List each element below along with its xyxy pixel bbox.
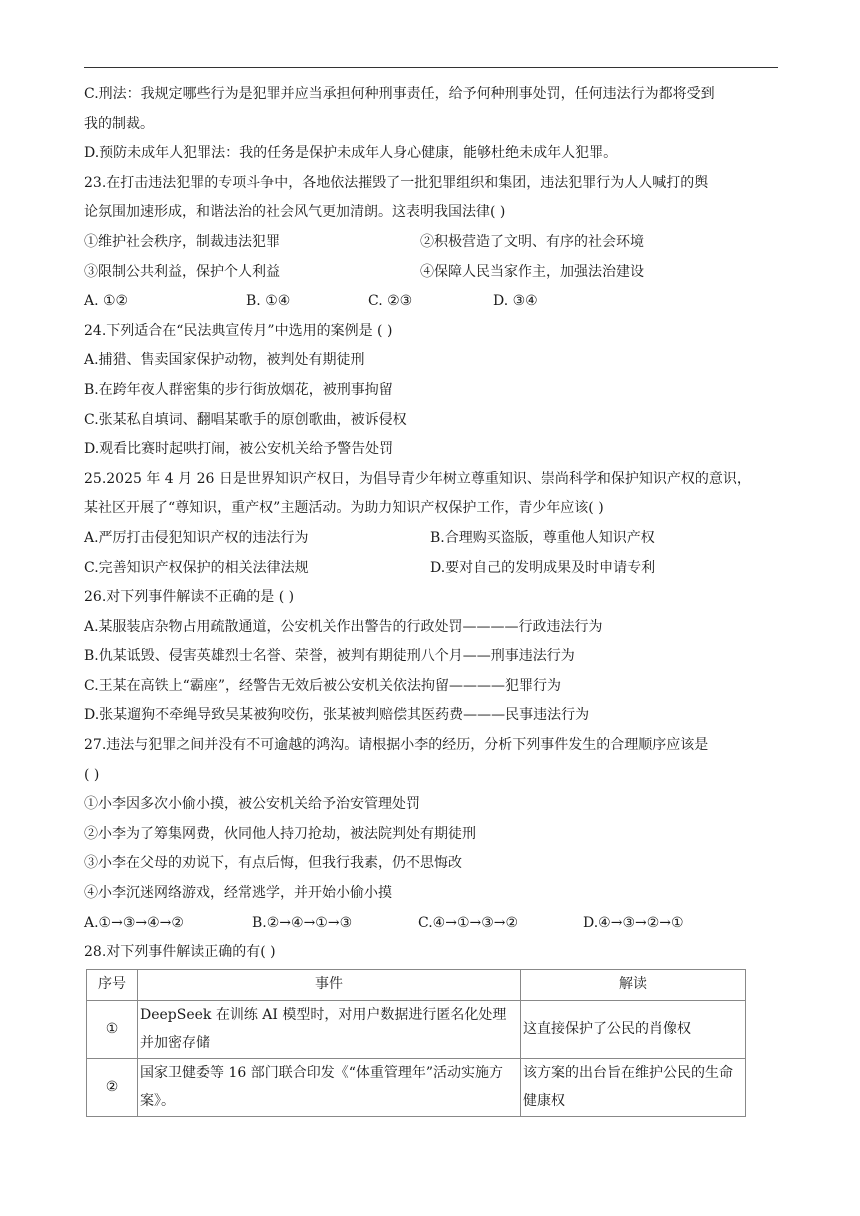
header-event: 事件	[138, 969, 521, 1000]
question-24	[84, 317, 784, 465]
option-d[interactable]: D.张某遛狗不牵绳导致吴某被狗咬伤，张某被判赔偿其医药费———民事违法行为	[84, 707, 590, 724]
event-3: ③小李在父母的劝说下，有点后悔，但我行我素，仍不思悔改	[84, 855, 462, 872]
header-reading: 解读	[521, 969, 746, 1000]
statement-3: ③限制公共利益，保护个人利益	[84, 263, 280, 280]
option-d[interactable]: D. ③④	[493, 293, 538, 310]
question-26	[84, 583, 784, 731]
statement-1: ①维护社会秩序，制裁违法犯罪	[84, 233, 280, 250]
row-number: ②	[87, 1058, 138, 1116]
table-row	[87, 1000, 746, 1058]
question-28	[84, 938, 784, 1117]
statement-2: ②积极营造了文明、有序的社会环境	[420, 233, 644, 250]
event-2: ②小李为了筹集网费，伙同他人持刀抢劫，被法院判处有期徒刑	[84, 825, 476, 842]
option-c[interactable]: C.张某私自填词、翻唱某歌手的原创歌曲，被诉侵权	[84, 411, 407, 428]
option-a[interactable]: A. ①②	[84, 293, 129, 310]
row-event: DeepSeek 在训练 AI 模型时，对用户数据进行匿名化处理并加密存储	[138, 1000, 521, 1058]
row-number: ①	[87, 1000, 138, 1058]
option-c[interactable]: C.完善知识产权保护的相关法律法规	[84, 559, 309, 576]
question-content	[84, 80, 784, 1117]
question-stem: 26.对下列事件解读不正确的是 ( )	[84, 589, 295, 606]
option-a[interactable]: A.①→③→④→②	[84, 914, 184, 931]
question-stem: 23.在打击违法犯罪的专项斗争中，各地依法摧毁了一批犯罪组织和集团，违法犯罪行为人人喊打的舆	[84, 174, 709, 191]
row-reading: 这直接保护了公民的肖像权	[521, 1000, 746, 1058]
event-4: ④小李沉迷网络游戏，经常逃学，并开始小偷小摸	[84, 885, 392, 902]
option-b[interactable]: B.②→④→①→③	[252, 914, 353, 931]
question-stem: 25.2025 年 4 月 26 日是世界知识产权日，为倡导青少年树立尊重知识、崇尚科学和保护知识产权的意识，	[84, 470, 751, 487]
text-line: 我的制裁。	[84, 115, 154, 132]
question-27	[84, 731, 784, 938]
table-row	[87, 1058, 746, 1116]
event-table	[86, 969, 746, 1117]
row-event: 国家卫健委等 16 部门联合印发《“体重管理年”活动实施方案》。	[138, 1058, 521, 1116]
text-line: C.刑法：我规定哪些行为是犯罪并应当承担何种刑事责任，给予何种刑事处罚，任何违法行为都将受到	[84, 86, 715, 102]
option-a[interactable]: A.捕猎、售卖国家保护动物，被判处有期徒刑	[84, 352, 365, 369]
question-stem: 27.违法与犯罪之间并没有不可逾越的鸿沟。请根据小李的经历，分析下列事件发生的合理顺序应该是	[84, 737, 709, 754]
question-stem: 24.下列适合在“民法典宣传月”中选用的案例是 ( )	[84, 322, 393, 339]
option-c[interactable]: C.王某在高铁上“霸座”，经警告无效后被公安机关依法拘留————犯罪行为	[84, 677, 561, 694]
event-1: ①小李因多次小偷小摸，被公安机关给予治安管理处罚	[84, 796, 420, 813]
row-reading: 该方案的出台旨在维护公民的生命健康权	[521, 1058, 746, 1116]
question-stem: 某社区开展了“尊知识，重产权”主题活动。为助力知识产权保护工作，青少年应该( )	[84, 500, 604, 517]
question-stem: 28.对下列事件解读正确的有( )	[84, 944, 276, 961]
option-b[interactable]: B.在跨年夜人群密集的步行街放烟花，被刑事拘留	[84, 381, 393, 398]
option-d[interactable]: D.观看比赛时起哄打闹，被公安机关给予警告处罚	[84, 441, 394, 458]
question-stem: ( )	[84, 766, 100, 783]
option-d[interactable]: D.要对自己的发明成果及时申请专利	[430, 559, 656, 576]
question-stem: 论氛围加速形成，和谐法治的社会风气更加清朗。这表明我国法律( )	[84, 204, 506, 221]
option-b[interactable]: B.仇某诋毁、侵害英雄烈士名誉、荣誉，被判有期徒刑八个月——刑事违法行为	[84, 648, 575, 665]
statement-4: ④保障人民当家作主，加强法治建设	[420, 263, 644, 280]
header-number: 序号	[87, 969, 138, 1000]
text-line: D.预防未成年人犯罪法：我的任务是保护未成年人身心健康，能够杜绝未成年人犯罪。	[84, 145, 618, 162]
question-23	[84, 169, 784, 317]
option-a[interactable]: A.某服装店杂物占用疏散通道，公安机关作出警告的行政处罚————行政违法行为	[84, 618, 603, 635]
header-rule	[84, 67, 778, 68]
option-c[interactable]: C.④→①→③→②	[418, 914, 519, 931]
option-c[interactable]: C. ②③	[368, 293, 413, 310]
table-header-row	[87, 969, 746, 1000]
option-b[interactable]: B. ①④	[246, 293, 291, 310]
question-25	[84, 465, 784, 583]
option-d[interactable]: D.④→③→②→①	[583, 914, 684, 931]
option-a[interactable]: A.严厉打击侵犯知识产权的违法行为	[84, 529, 309, 546]
option-b[interactable]: B.合理购买盗版，尊重他人知识产权	[430, 529, 655, 546]
